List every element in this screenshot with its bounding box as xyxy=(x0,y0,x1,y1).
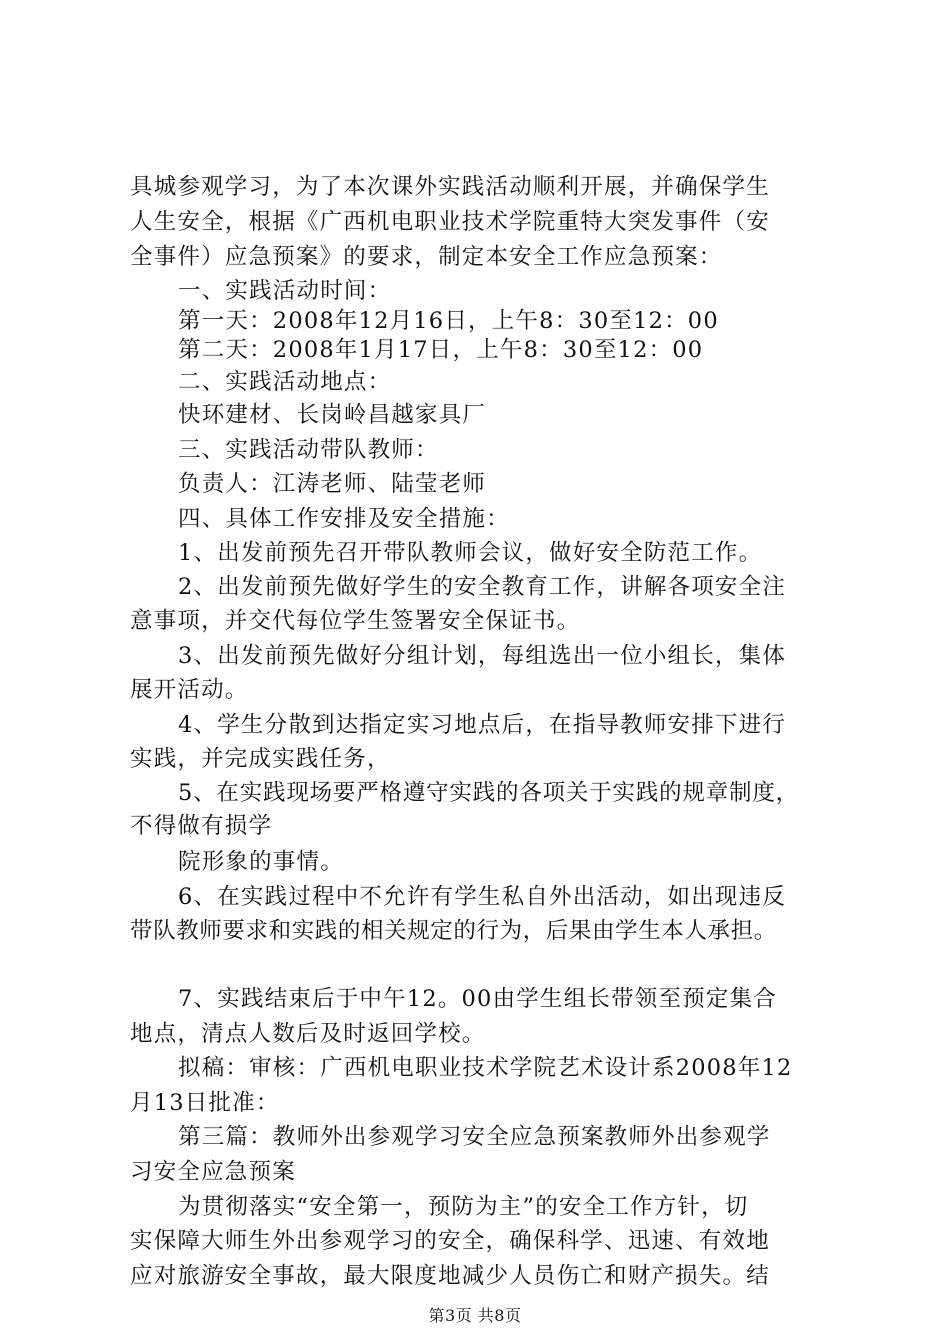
text-line: 负责人：江涛老师、陆莹老师 xyxy=(178,471,487,497)
text-line: 院形象的事情。 xyxy=(178,849,344,875)
section-heading: 四、具体工作安排及安全措施： xyxy=(178,506,510,532)
list-item: 6、在实践过程中不允许有学生私自外出活动，如出现违反 xyxy=(178,884,787,910)
text-line: 不得做有损学 xyxy=(130,813,273,839)
section-heading: 一、实践活动时间： xyxy=(178,278,392,304)
text-line: 快环建材、长岗岭昌越家具厂 xyxy=(178,402,487,428)
text-line: 带队教师要求和实践的相关规定的行为，后果由学生本人承担。 xyxy=(130,918,777,944)
list-item: 3、出发前预先做好分组计划，每组选出一位小组长，集体 xyxy=(178,643,787,669)
text-line: 拟稿：审核：广西机电职业技术学院艺术设计系2008年12 xyxy=(178,1055,793,1081)
text-line: 第二天：2008年1月17日，上午8：30至12：00 xyxy=(178,337,704,363)
text-line: 地点，清点人数后及时返回学校。 xyxy=(130,1021,486,1047)
text-line: 第一天：2008年12月16日，上午8：30至12：00 xyxy=(178,308,719,334)
text-line: 全事件）应急预案》的要求，制定本安全工作应急预案： xyxy=(130,244,723,270)
text-line: 应对旅游安全事故，最大限度地减少人员伤亡和财产损失。结 xyxy=(130,1263,770,1289)
list-item: 1、出发前预先召开带队教师会议，做好安全防范工作。 xyxy=(178,540,763,566)
section-title: 第三篇：教师外出参观学习安全应急预案教师外出参观学 xyxy=(178,1124,771,1150)
text-line: 实保障大师生外出参观学习的安全，确保科学、迅速、有效地 xyxy=(130,1228,770,1254)
section-heading: 三、实践活动带队教师： xyxy=(178,437,439,463)
text-line: 展开活动。 xyxy=(130,677,249,703)
list-item: 5、在实践现场要严格遵守实践的各项关于实践的规章制度， xyxy=(178,780,799,806)
text-line: 具城参观学习，为了本次课外实践活动顺利开展，并确保学生 xyxy=(130,174,770,200)
text-line: 为贯彻落实“安全第一，预防为主”的安全工作方针，切 xyxy=(178,1194,749,1220)
list-item: 4、学生分散到达指定实习地点后，在指导教师安排下进行 xyxy=(178,712,787,738)
text-line: 意事项，并交代每位学生签署安全保证书。 xyxy=(130,608,581,634)
text-line: 实践，并完成实践任务， xyxy=(130,746,391,772)
section-title: 习安全应急预案 xyxy=(130,1159,296,1185)
text-line: 月13日批准： xyxy=(130,1090,280,1116)
section-heading: 二、实践活动地点： xyxy=(178,369,392,395)
text-line: 人生安全，根据《广西机电职业技术学院重特大突发事件（安 xyxy=(130,209,770,235)
list-item: 2、出发前预先做好学生的安全教育工作，讲解各项安全注 xyxy=(178,574,787,600)
page-number-footer: 第3页 共8页 xyxy=(428,1306,522,1325)
list-item: 7、实践结束后于中午12。00由学生组长带领至预定集合 xyxy=(178,986,777,1012)
